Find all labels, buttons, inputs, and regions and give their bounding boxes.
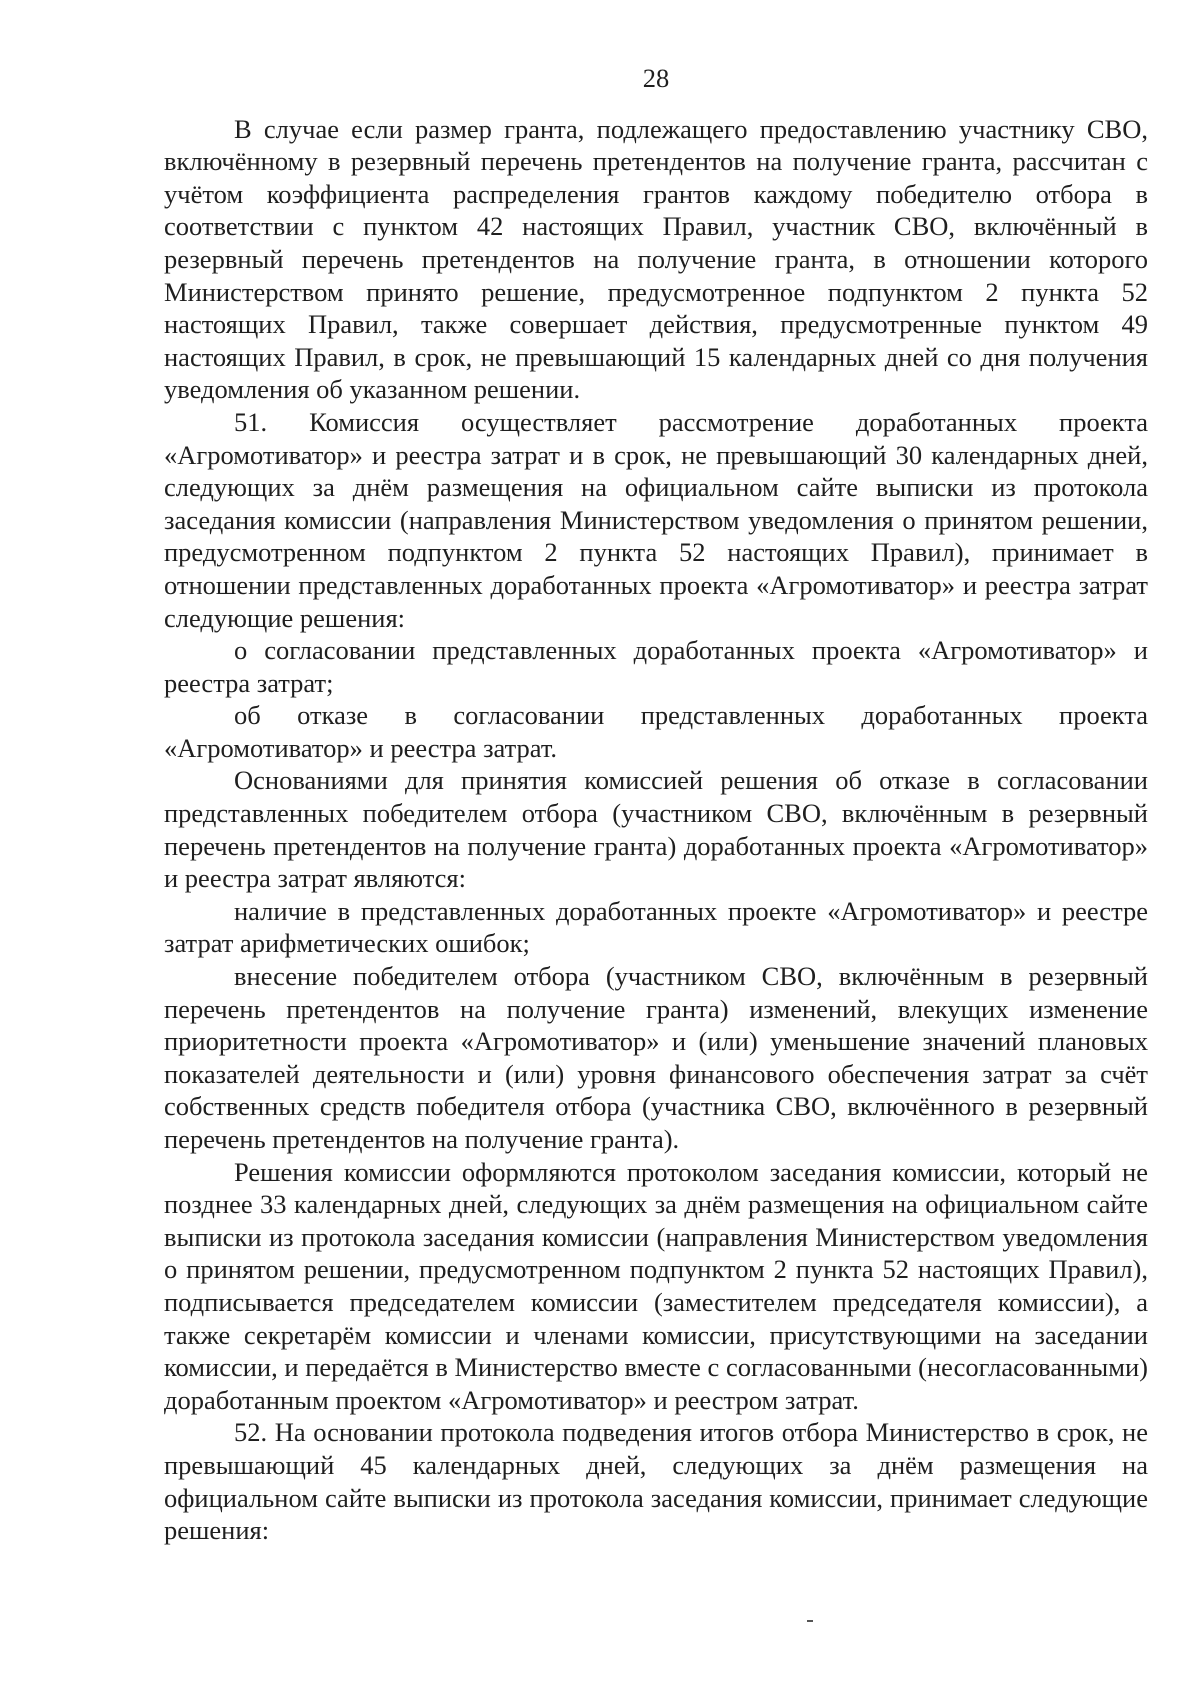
paragraph-arithmetic-errors: наличие в представленных доработанных проекте «Агромотиватор» и реестре затрат арифметических ошибок;	[164, 895, 1148, 959]
scan-artifact-mark	[807, 1620, 813, 1622]
paragraph-clause-52: 52. На основании протокола подведения итогов отбора Министерство в срок, не превышающий 45 календарных дней, следующих за днём размещения на официальном сайте выписки из протокола заседания комиссии, принимает следующие решения:	[164, 1417, 1148, 1546]
paragraph-reserve-list-grant: В случае если размер гранта, подлежащего предоставлению участнику СВО, включённому в резервный перечень претендентов на получение гранта, рассчитан с учётом коэффициента распределения грантов каждому победителю отбора в соответствии с пунктом 42 настоящих Правил, участник СВО, включённый в резервный перечень претендентов на получение гранта, в отношении которого Министерством принято решение, предусмотренное подпунктом 2 пункта 52 настоящих Правил, также совершает действия, предусмотренные пунктом 49 настоящих Правил, в срок, не превышающий 15 календарных дней со дня получения уведомления об указанном решении.	[164, 113, 1148, 405]
paragraph-decision-approve: о согласовании представленных доработанных проекта «Агромотиватор» и реестра затрат;	[164, 635, 1148, 698]
document-page	[164, 62, 1148, 1547]
paragraph-clause-51: 51. Комиссия осуществляет рассмотрение доработанных проекта «Агромотиватор» и реестра затрат и в срок, не превышающий 30 календарных дней, следующих за днём размещения на официальном сайте выписки из протокола заседания комиссии (направления Министерством уведомления о принятом решении, предусмотренном подпунктом 2 пункта 52 настоящих Правил), принимает в отношении представленных доработанных проекта «Агромотиватор» и реестра затрат следующие решения:	[164, 406, 1148, 633]
paragraph-refusal-grounds: Основаниями для принятия комиссией решения об отказе в согласовании представленных победителем отбора (участником СВО, включённым в резервный перечень претендентов на получение гранта) доработанных проекта «Агромотиватор» и реестра затрат являются:	[164, 765, 1148, 894]
paragraph-commission-protocol: Решения комиссии оформляются протоколом заседания комиссии, который не позднее 33 календарных дней, следующих за днём размещения на официальном сайте выписки из протокола заседания комиссии (направления Министерством уведомления о принятом решении, предусмотренном подпунктом 2 пункта 52 настоящих Правил), подписывается председателем комиссии (заместителем председателя комиссии), а также секретарём комиссии и членами комиссии, присутствующими на заседании комиссии, и передаётся в Министерство вместе с согласованными (несогласованными) доработанным проектом «Агромотиватор» и реестром затрат.	[164, 1156, 1148, 1415]
page-number: 28	[642, 63, 670, 93]
paragraph-priority-changes: внесение победителем отбора (участником СВО, включённым в резервный перечень претендентов на получение гранта) изменений, влекущих изменение приоритетности проекта «Агромотиватор» и (или) уменьшение значений плановых показателей деятельности и (или) уровня финансового обеспечения затрат за счёт собственных средств победителя отбора (участника СВО, включённого в резервный перечень претендентов на получение гранта).	[164, 961, 1148, 1154]
paragraph-decision-refuse: об отказе в согласовании представленных доработанных проекта «Агромотиватор» и реестра затрат.	[164, 700, 1148, 763]
